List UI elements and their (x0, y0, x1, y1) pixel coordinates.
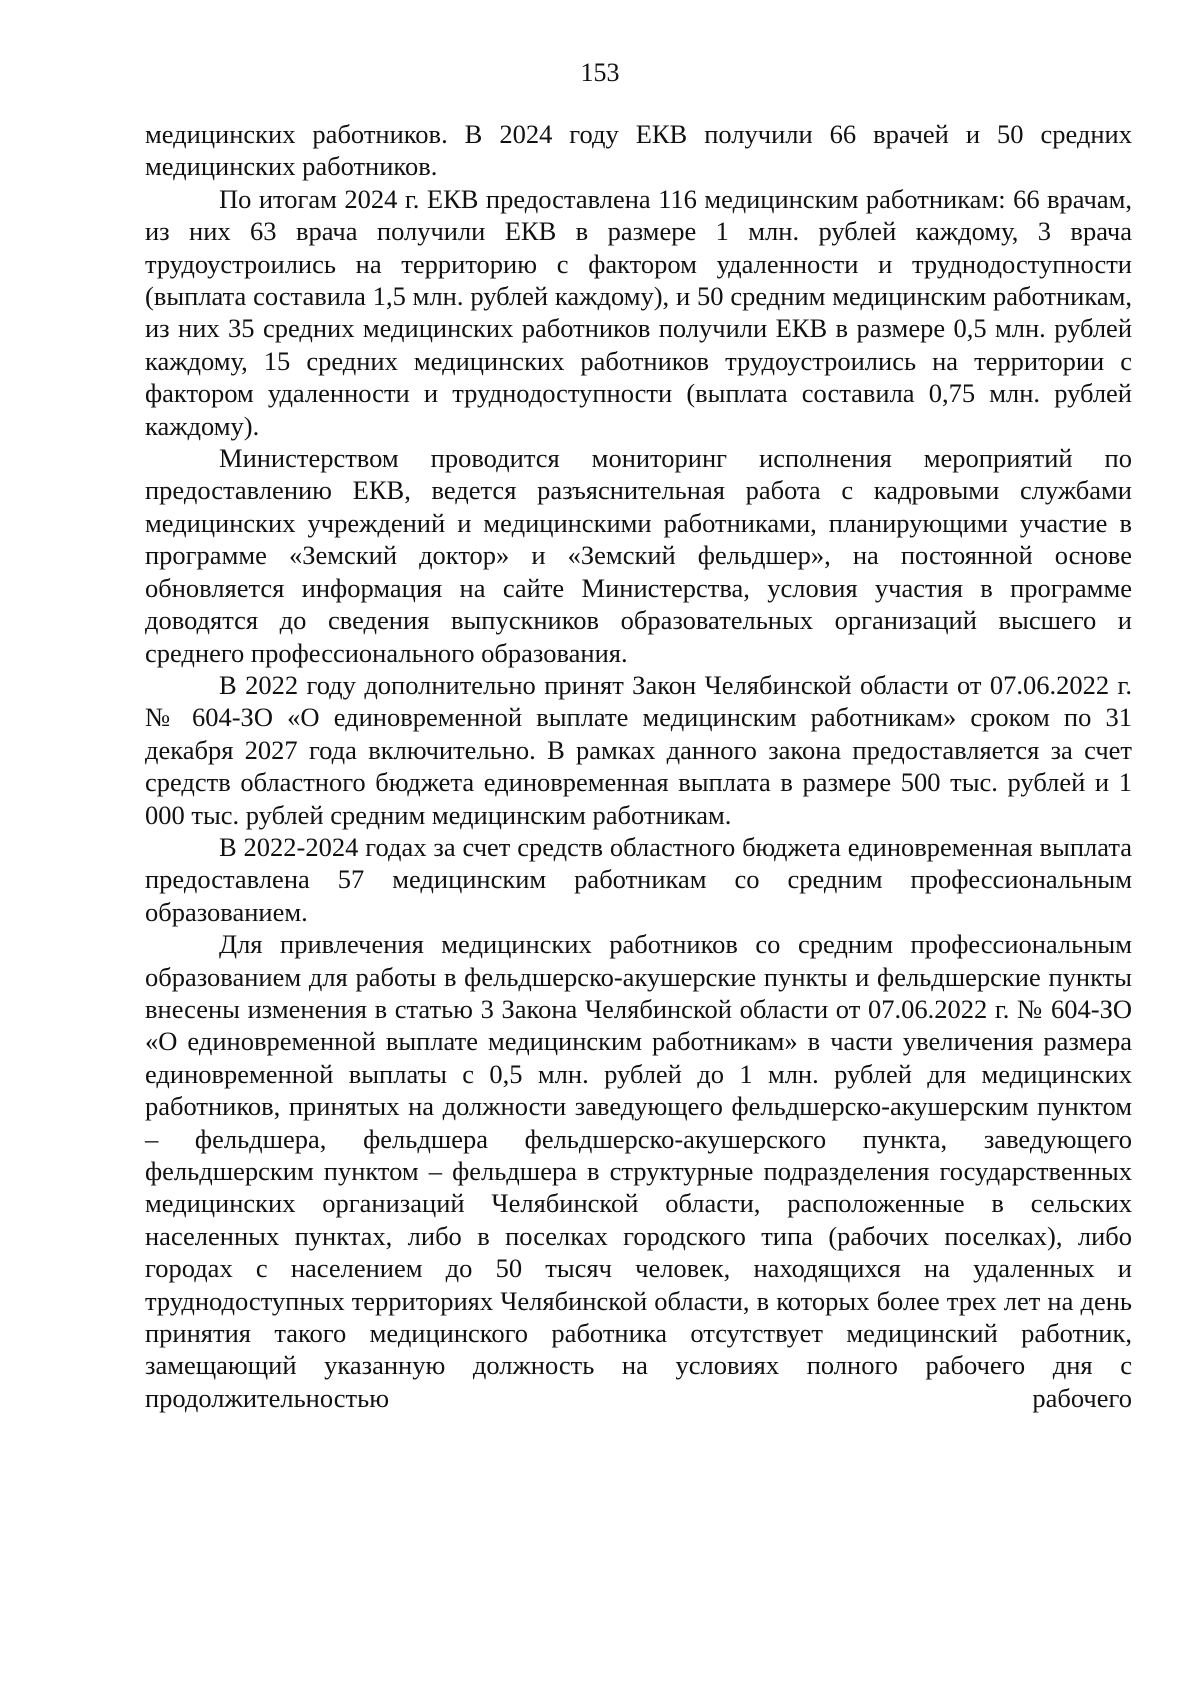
paragraph-law-amendments: Для привлечения медицинских работников со средним профессиональным образованием для работы в фельдшерско-акушерские пункты и фельдшерские пункты внесены изменения в статью 3 Закона Челябинской области от 07.06.2022 г. № 604-ЗО «О единовременной выплате медицинским работникам» в части увеличения размера единовременной выплаты с 0,5 млн. рублей до 1 млн. рублей для медицинских работников, принятых на должности заведующего фельдшерско-акушерским пунктом – фельдшера, фельдшера фельдшерско-акушерского пункта, заведующего фельдшерским пунктом – фельдшера в структурные подразделения государственных медицинских организаций Челябинской области, расположенные в сельских населенных пунктах, либо в поселках городского типа (рабочих поселках), либо городах с населением до 50 тысяч человек, находящихся на удаленных и труднодоступных территориях Челябинской области, в которых более трех лет на день принятия такого медицинского работника отсутствует медицинский работник, замещающий указанную должность на условиях полного рабочего дня с продолжительностью рабочего (145, 929, 1132, 1413)
document-body (145, 118, 1132, 1414)
paragraph-ekv-results-2024: По итогам 2024 г. ЕКВ предоставлена 116 медицинским работникам: 66 врачам, из них 63 врача получили ЕКВ в размере 1 млн. рублей каждому, 3 врача трудоустроились на территорию с фактором удаленности и труднодоступности (выплата составила 1,5 млн. рублей каждому), и 50 средним медицинским работникам, из них 35 средних медицинских работников получили ЕКВ в размере 0,5 млн. рублей каждому, 15 средних медицинских работников трудоустроились на территории с фактором удаленности и труднодоступности (выплата составила 0,75 млн. рублей каждому). (145, 183, 1132, 441)
paragraph-ministry-monitoring: Министерством проводится мониторинг исполнения мероприятий по предоставлению ЕКВ, ведется разъяснительная работа с кадровыми службами медицинских учреждений и медицинскими работниками, планирующими участие в программе «Земский доктор» и «Земский фельдшер», на постоянной основе обновляется информация на сайте Министерства, условия участия в программе доводятся до сведения выпускников образовательных организаций высшего и среднего профессионального образования. (145, 443, 1132, 668)
paragraph-law-604-zo: В 2022 году дополнительно принят Закон Челябинской области от 07.06.2022 г. № 604-ЗО «О единовременной выплате медицинским работникам» сроком по 31 декабря 2027 года включительно. В рамках данного закона предоставляется за счет средств областного бюджета единовременная выплата в размере 500 тыс. рублей и 1 000 тыс. рублей средним медицинским работникам. (145, 669, 1132, 830)
page-number: 153 (580, 58, 620, 87)
paragraph-payments-2022-2024: В 2022-2024 годах за счет средств областного бюджета единовременная выплата предоставлена 57 медицинским работникам со средним профессиональным образованием. (145, 831, 1132, 927)
paragraph-continuation: медицинских работников. В 2024 году ЕКВ получили 66 врачей и 50 средних медицинских работников. (145, 119, 1132, 182)
